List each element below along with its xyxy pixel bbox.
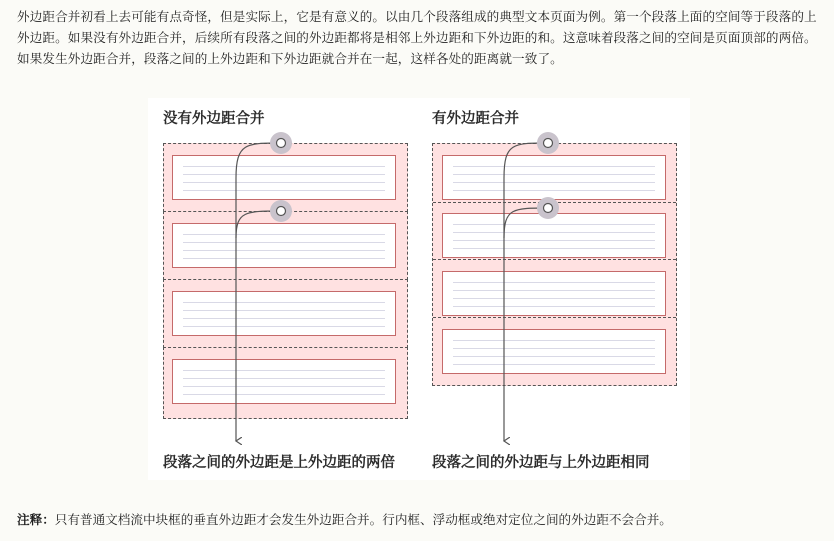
margin-collapse-figure <box>148 98 690 480</box>
right-arrow-line <box>504 143 548 441</box>
note-paragraph <box>17 510 822 530</box>
left-panel-title: 没有外边距合并 <box>163 111 265 127</box>
right-panel-caption: 段落之间的外边距与上外边距相同 <box>432 455 650 471</box>
right-marker-dot <box>544 204 553 213</box>
left-panel-caption: 段落之间的外边距是上外边距的两倍 <box>163 455 395 471</box>
left-arrow-line <box>236 143 281 441</box>
left-marker-dot <box>277 207 286 216</box>
right-marker-dot <box>544 139 553 148</box>
arrow-overlay <box>148 98 690 480</box>
note-text: 只有普通文档流中块框的垂直外边距才会发生外边距合并。行内框、浮动框或绝对定位之间的外边距不会合并。 <box>54 512 672 527</box>
note-label: 注释： <box>17 512 55 527</box>
right-panel-title: 有外边距合并 <box>432 111 519 127</box>
left-marker-dot <box>277 139 286 148</box>
intro-paragraph: 外边距合并初看上去可能有点奇怪，但是实际上，它是有意义的。以由几个段落组成的典型文本页面为例。第一个段落上面的空间等于段落的上外边距。如果没有外边距合并，后续所有段落之间的外边距都将是相邻上外边距和下外边距的和。这意味着段落之间的空间是页面顶部的两倍。如果发生外边距合并，段落之间的上外边距和下外边距就合并在一起，这样各处的距离就一致了。 <box>17 9 817 66</box>
